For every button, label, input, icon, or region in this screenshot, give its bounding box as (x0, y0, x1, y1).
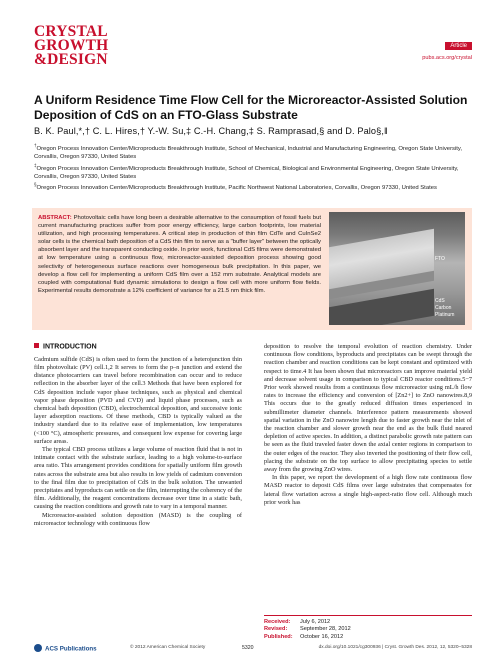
doi-link[interactable]: dx.doi.org/10.1021/cg300936 | Cryst. Growth Des. 2012, 12, 5320−5328 (318, 645, 472, 650)
paragraph: In this paper, we report the development of a high flow rate continuous flow MASD reactor to deposit CdS films over large substrates that compensates for lateral flow variation across a single high-aspect-ratio flow cell. Although much prior work has (264, 474, 472, 506)
affiliation-2 (34, 162, 474, 182)
revised-date (264, 626, 472, 633)
publisher-logo (34, 644, 97, 653)
logo-line-3: &DESIGN (34, 51, 108, 68)
toc-graphic (329, 212, 465, 325)
page-footer (0, 644, 504, 659)
affiliation-text: Oregon Process Innovation Center/Microproducts Breakthrough Institute, School of Mechanical, Industrial and Manufacturing Engineering, Oregon State University, Corvallis, Oregon 97330, United States (34, 145, 463, 161)
affiliation-1 (34, 142, 474, 162)
paragraph: Cadmium sulfide (CdS) is often used to form the junction of a heterojunction thin film photovoltaic (PV) cell.1,2 It serves to form the p–n junction and extend the distance photocarriers can travel before recombination can occur and to reduce reflection in the absorber layer of the cell.3 Methods that have been explored for CdS deposition include vapor phase techniques, such as physical and chemical vapor phase deposition (PVD and CVD) and liquid phase processes, such as chemical bath deposition (CBD), electrochemical deposition, and successive ionic layer adsorption reactions. Of these methods, CBD is typically valued as the industry standard due to its relative ease of implementation, low temperatures (<100 °C), atmospheric pressures, and consequent low expense for covering large surface areas. (34, 355, 242, 445)
affiliation-mark: † (34, 143, 37, 148)
published-date (264, 634, 472, 641)
abstract-body: Photovoltaic cells have long been a desirable alternative to the consumption of fossil fuels but current manufacturing practices suffer from poor energy efficiency, large carbon footprints, low material utilization, and high processing temperatures. A critical step in production of thin film CdTe and CuInSe2 solar cells is the chemical bath deposition of a CdS thin film to serve as a "buffer layer" between the optically absorbent layer and the transparent conducting oxide. In prior work, functional CdS films were demonstrated at low temperature using a continuous flow, microreactor-assisted deposition process showing good selectivity of heterogeneous surface reactions over homogeneous bulk precipitation. In this paper, we develop a flow cell for implementing a uniform CdS film over a 152 mm substrate. Analytical models are coupled with computational fluid dynamic simulations to design a flow cell with more uniform flow fields. Experimental results demonstrate a 12% coefficient of variance for a 21.5 nm thick film. (38, 215, 321, 294)
section-heading (34, 343, 242, 352)
copyright-notice: © 2012 American Chemical Society (130, 645, 206, 650)
journal-logo (34, 25, 154, 67)
revised-value: September 28, 2012 (300, 626, 351, 633)
abstract-box (32, 208, 472, 330)
fig-label-cds: CdS (435, 298, 445, 304)
journal-url-link[interactable]: pubs.acs.org/crystal (422, 55, 472, 61)
published-value: October 16, 2012 (300, 633, 344, 640)
article-title: A Uniform Residence Time Flow Cell for the Microreactor-Assisted Solution Deposition of CdS on an FTO-Glass Substrate (34, 93, 468, 122)
logo-line-1: CRYSTAL (34, 23, 108, 40)
revised-label: Revised: (264, 626, 288, 633)
affiliation-mark: § (34, 182, 37, 188)
paragraph: Microreactor-assisted solution deposition (MASD) is the coupling of microreactor technology with continuous flow (34, 511, 242, 527)
body-column-left (34, 343, 242, 528)
paragraph: The typical CBD process utilizes a large volume of reaction fluid that is not in intimate contact with the substrate surface, leading to a high volume-to-surface area ratio. This arrangement provides conditions for spatially uniform film growth rates across the substrate area but also results in low yields of cadmium conversion to the final film due to precipitation of CdS in the bulk solution. The unwanted precipitates and byproducts can settle on the film, interrupting the coherency of the film. Additionally, the reagent concentrations decrease over time in a static bath, causing the reaction conditions and growth rate to vary in a temporal manner. (34, 445, 242, 511)
abstract-label: ABSTRACT: (38, 215, 72, 221)
logo-line-2: GROWTH (34, 37, 109, 54)
paragraph: deposition to resolve the temporal evolution of reaction chemistry. Under continuous flow conditions, byproducts and precipitates can be swept through the reaction chamber and reaction conditions can be kept constant and optimized with respect to time.4 It has been shown that microreactors can improve material yield and decrease solvent usage in comparison to typical CBD reactor conditions.5−7 Prior work showed results from a continuous flow microreactor using mL/h flow rates to increase the efficiency and conversion of [Zn2+] to ZnO nanowires.8,9 This occurs due to the greatly reduced diffusion times experienced in submillimeter diameter channels. Interference pattern measurements showed spatial variation in the ZnO nanowire length due to faster growth near the inlet of the reaction chamber and slower growth near the end as the bulk fluid neared depletion of active species. In addition, a distinct parabolic growth rate pattern can be seen as the fluid traveled faster down the axial center regions in comparison to the outer edges of the reactor. They also inverted the positioning of their flow cell, placing the substrate on the top surface to allow precipitating species to settle away from the growing ZnO wires. (264, 343, 472, 474)
square-bullet-icon (34, 343, 39, 348)
publication-dates (264, 615, 472, 641)
received-value: July 6, 2012 (300, 619, 331, 625)
affiliation-text: Oregon Process Innovation Center/Microproducts Breakthrough Institute, School of Chemical, Biological and Environmental Engineering, Oregon State University, Corvallis, Oregon 97330, United States (34, 165, 459, 180)
received-date (264, 619, 472, 626)
article-type-badge: Article (445, 42, 472, 50)
abstract-text (38, 214, 321, 295)
affiliation-mark: ‡ (34, 162, 37, 168)
page-number: 5320 (242, 645, 254, 651)
fig-label-fto: FTO (435, 256, 445, 262)
author-list: B. K. Paul,*,† C. L. Hires,† Y.-W. Su,‡ C.-H. Chang,‡ S. Ramprasad,§ and D. Palo§,‖ (34, 126, 388, 136)
publisher-name: ACS Publications (45, 645, 97, 653)
fig-label-platinum: Platinum (435, 312, 455, 318)
fig-label-carbon: Carbon (435, 305, 452, 311)
affiliation-text: Oregon Process Innovation Center/Microproducts Breakthrough Institute, Pacific Northwest National Laboratories, Corvallis, Oregon 97330, United States (36, 185, 437, 192)
affiliations (34, 142, 474, 192)
published-label: Published: (264, 633, 293, 640)
acs-logo-icon (34, 644, 42, 652)
body-column-right (264, 343, 472, 507)
affiliation-3 (34, 181, 474, 192)
received-label: Received: (264, 619, 291, 625)
section-heading-text: INTRODUCTION (43, 343, 97, 351)
